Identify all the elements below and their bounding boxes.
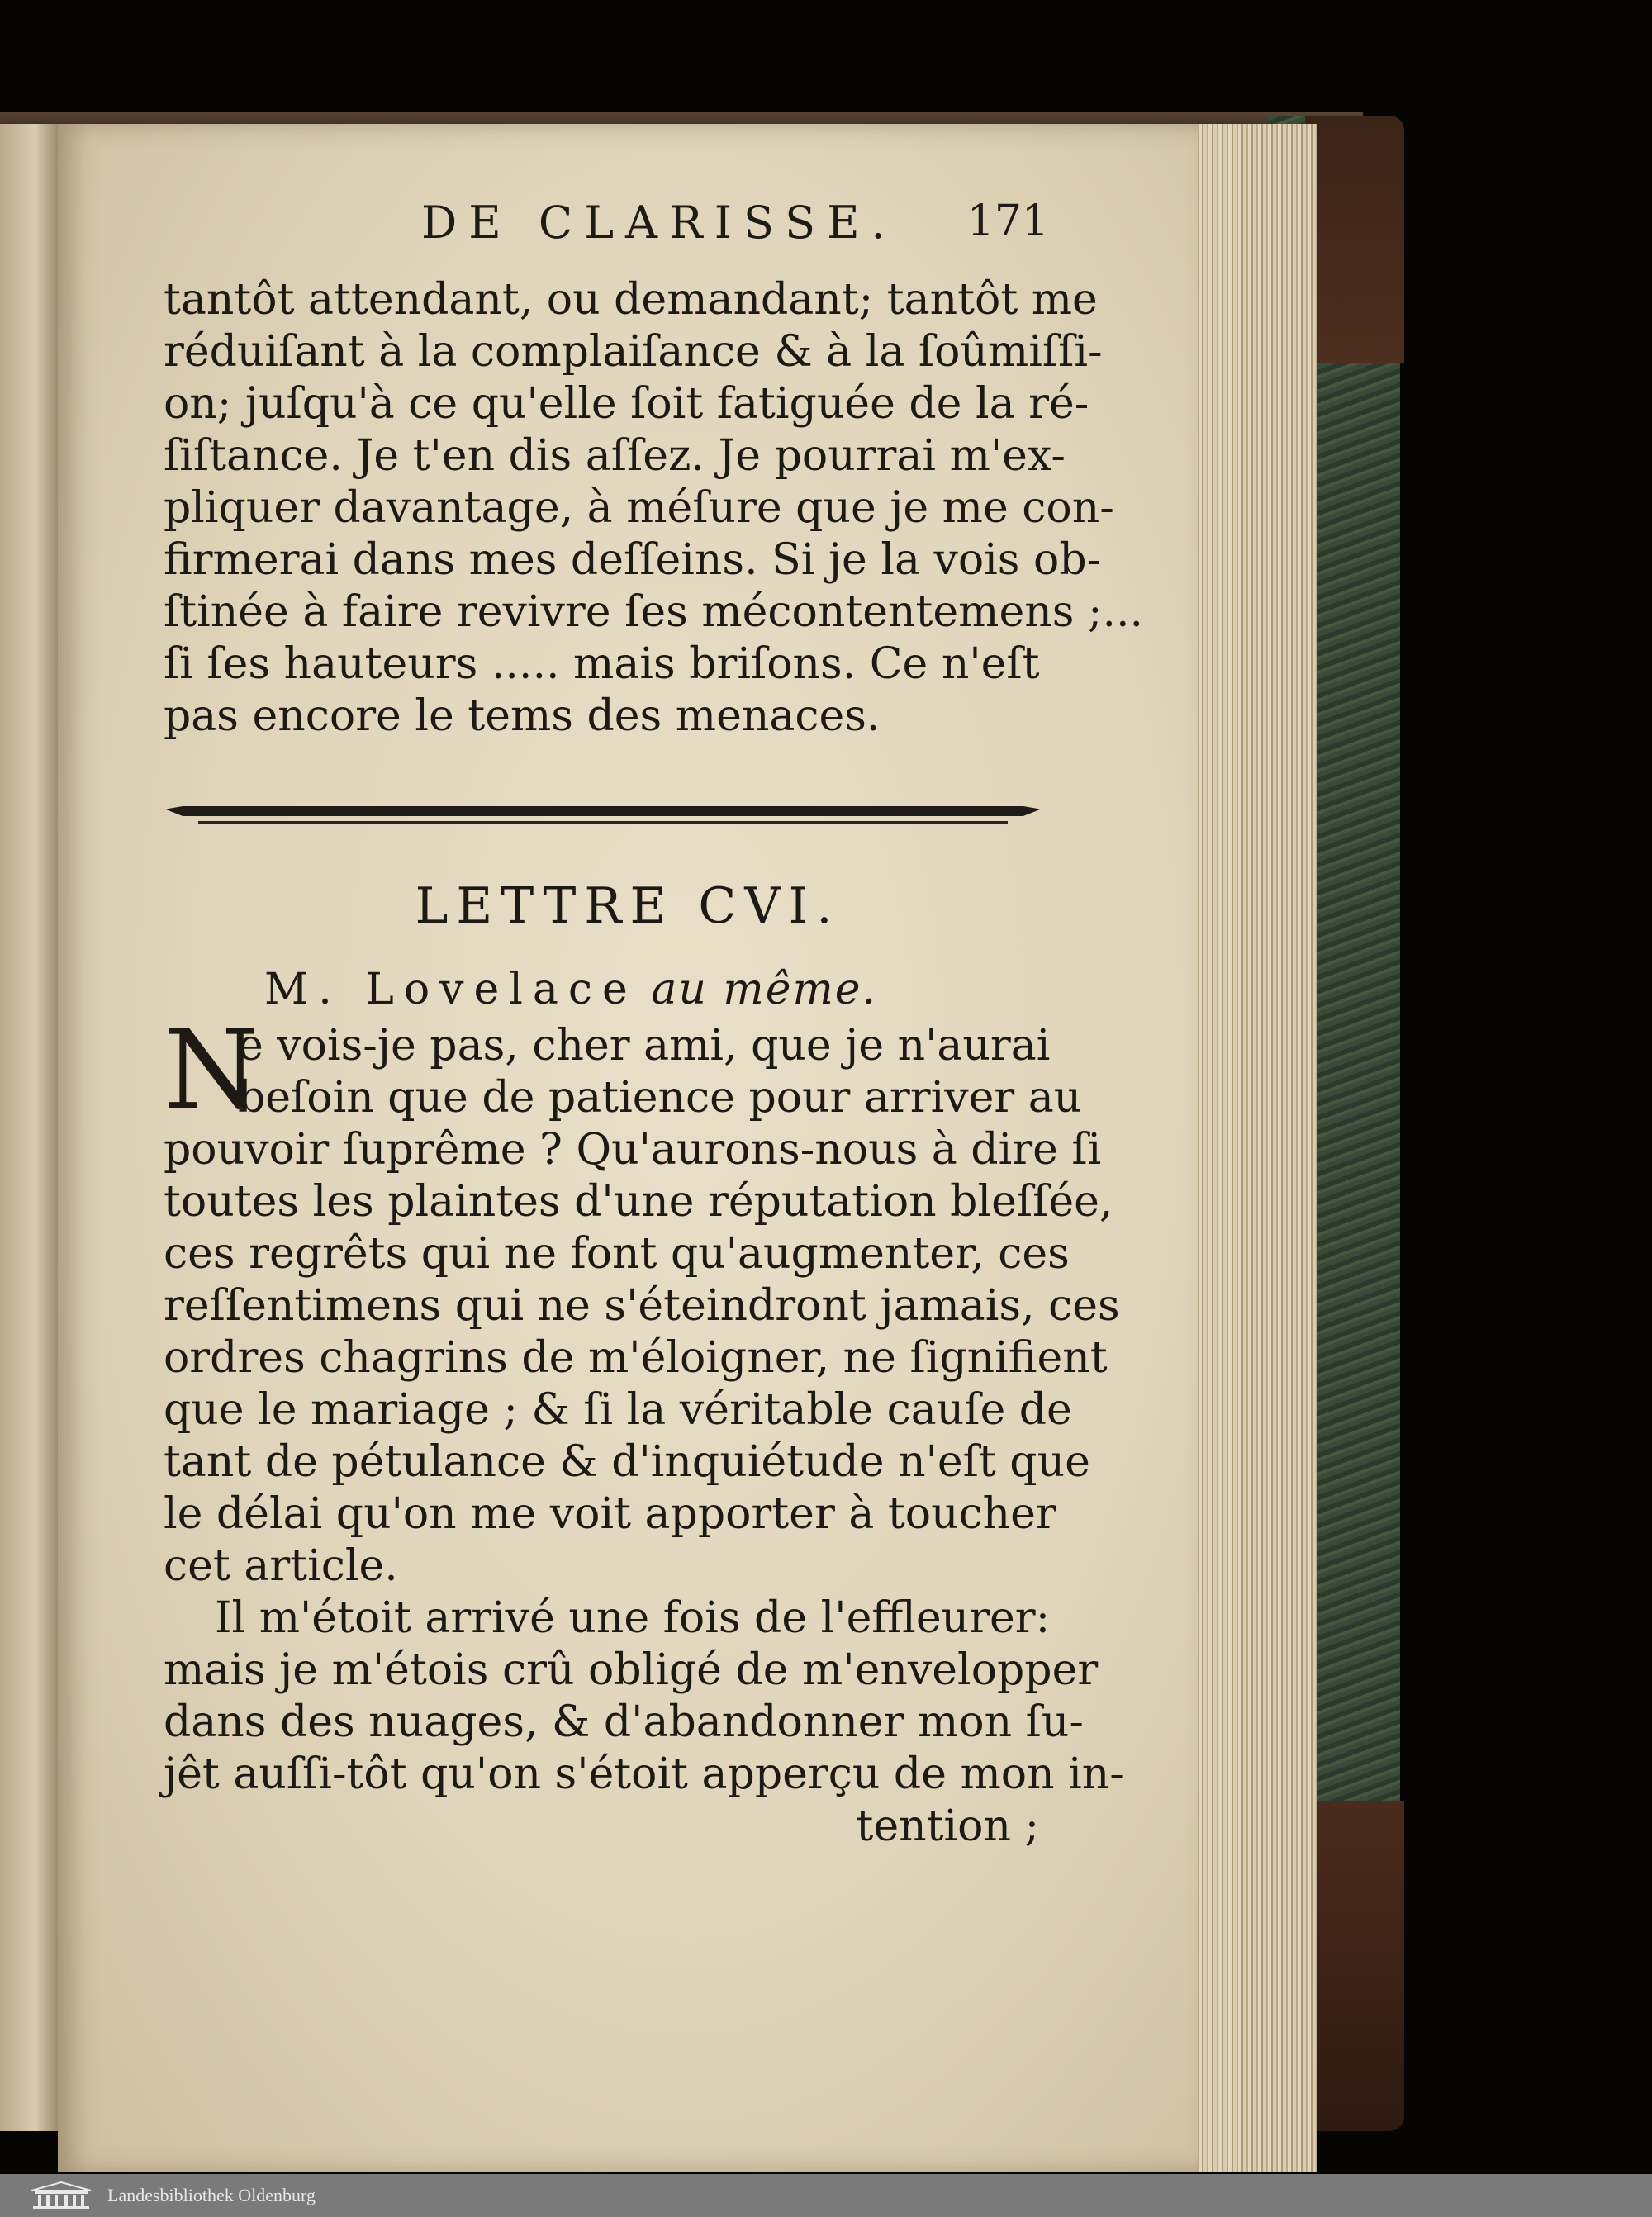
letter-addressee bbox=[264, 965, 877, 1014]
footer-bar bbox=[0, 2174, 1652, 2217]
text-line: ces regrêts qui ne font qu'augmenter, ces bbox=[164, 1229, 1070, 1279]
text-line: on; juſqu'à ce qu'elle ſoit fatiguée de la ré- bbox=[164, 379, 1089, 429]
running-head bbox=[421, 197, 1049, 254]
letter-heading: LETTRE CVI. bbox=[415, 877, 841, 935]
catchword: tention ; bbox=[856, 1802, 1039, 1851]
text-line: firmerai dans mes deſſeins. Si je la vois ob- bbox=[164, 535, 1102, 585]
text-line: ordres chagrins de m'éloigner, ne ſignifient bbox=[164, 1333, 1108, 1383]
running-head-title: DE CLARISSE. bbox=[421, 197, 897, 249]
letter-body-paragraph-2 bbox=[164, 1593, 1124, 1853]
text-line: que le mariage ; & ſi la véritable cauſe de bbox=[164, 1385, 1072, 1435]
text-line: mais je m'étois crû obligé de m'envelopper bbox=[164, 1645, 1099, 1695]
text-line: jêt auſſi-tôt qu'on s'étoit apperçu de mon in- bbox=[164, 1749, 1124, 1799]
divider-thick-rule bbox=[165, 806, 1041, 816]
text-line: pouvoir ſuprême ? Qu'aurons-nous à dire ſi bbox=[164, 1125, 1102, 1175]
text-line: toutes les plaintes d'une réputation bleſſée, bbox=[164, 1177, 1113, 1227]
text-line: e vois-je pas, cher ami, que je n'aurai bbox=[238, 1021, 1051, 1071]
text-line: tant de pétulance & d'inquiétude n'eſt que bbox=[164, 1437, 1090, 1487]
continued-text bbox=[164, 274, 1144, 743]
book-page bbox=[58, 124, 1198, 2172]
text-line: ſtinée à faire revivre ſes mécontentemens ;... bbox=[164, 587, 1144, 637]
page-edges bbox=[1194, 124, 1317, 2172]
text-line: dans des nuages, & d'abandonner mon ſu- bbox=[164, 1697, 1084, 1747]
page-number: 171 bbox=[966, 197, 1049, 246]
text-line: pas encore le tems des menaces. bbox=[164, 691, 881, 741]
text-line: pliquer davantage, à méſure que je me con- bbox=[164, 483, 1114, 533]
library-building-icon bbox=[30, 2181, 93, 2210]
cover-leather-bottom bbox=[1305, 1801, 1404, 2131]
text-line: le délai qu'on me voit apporter à toucher bbox=[164, 1489, 1056, 1539]
section-divider bbox=[165, 806, 1041, 824]
letter-body-paragraph-1 bbox=[164, 1124, 1120, 1593]
dropcap-lines bbox=[238, 1020, 1082, 1124]
library-name: Landesbibliothek Oldenburg bbox=[107, 2185, 316, 2205]
addressee-name: M. Lovelace bbox=[264, 965, 638, 1014]
text-line: tantôt attendant, ou demandant; tantôt me bbox=[164, 275, 1098, 325]
text-line: Il m'étoit arrivé une fois de l'effleurer: bbox=[215, 1593, 1051, 1643]
text-line: réduiſant à la complaiſance & à la ſoûmiſſi- bbox=[164, 327, 1103, 377]
drop-cap: N bbox=[164, 1007, 259, 1134]
text-line: ſiſtance. Je t'en dis aſſez. Je pourrai m'ex- bbox=[164, 431, 1066, 481]
text-line: beſoin que de patience pour arriver au bbox=[238, 1073, 1082, 1123]
text-line: cet article. bbox=[164, 1541, 398, 1591]
left-page-edge bbox=[0, 124, 58, 2131]
addressee-rest: au même. bbox=[651, 965, 878, 1014]
text-line: ſi ſes hauteurs ..... mais briſons. Ce n'eſt bbox=[164, 639, 1040, 689]
divider-thin-rule bbox=[198, 821, 1008, 824]
cover-leather-top bbox=[1305, 116, 1404, 363]
text-line: reſſentimens qui ne s'éteindront jamais, ces bbox=[164, 1281, 1120, 1331]
